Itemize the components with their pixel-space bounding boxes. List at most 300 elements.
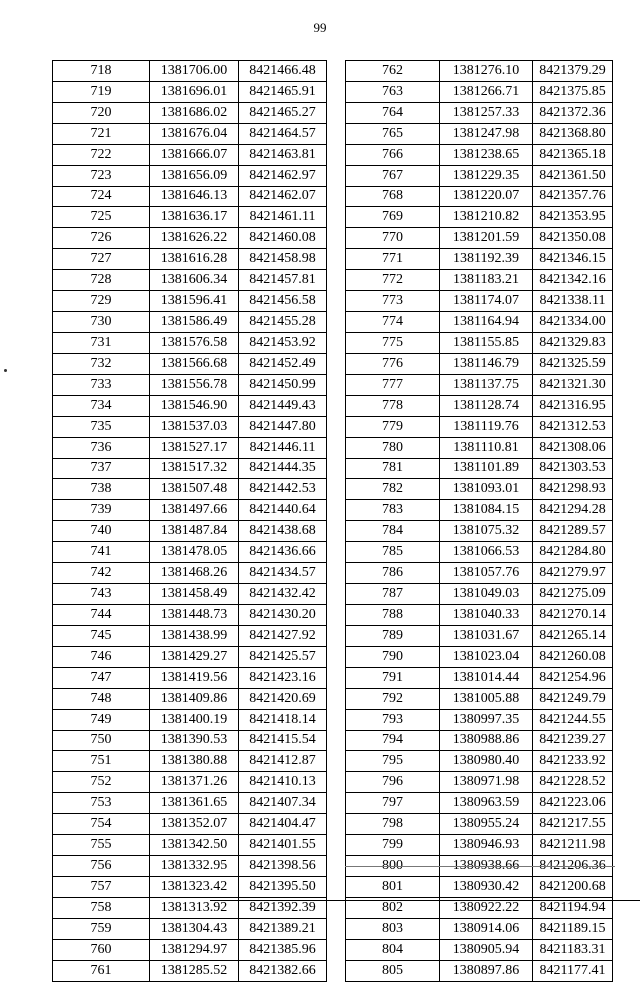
point-number-cell: 748 bbox=[53, 688, 150, 709]
y-coordinate-cell: 8421375.85 bbox=[533, 81, 613, 102]
y-coordinate-cell: 8421425.57 bbox=[239, 646, 327, 667]
table-row bbox=[346, 374, 613, 395]
x-coordinate-cell: 1381507.48 bbox=[150, 479, 239, 500]
y-coordinate-cell: 8421465.27 bbox=[239, 102, 327, 123]
point-number-cell: 772 bbox=[346, 270, 440, 291]
y-coordinate-cell: 8421249.79 bbox=[533, 688, 613, 709]
y-coordinate-cell: 8421298.93 bbox=[533, 479, 613, 500]
table-row bbox=[346, 751, 613, 772]
y-coordinate-cell: 8421395.50 bbox=[239, 876, 327, 897]
y-coordinate-cell: 8421368.80 bbox=[533, 123, 613, 144]
x-coordinate-cell: 1380905.94 bbox=[440, 939, 533, 960]
point-number-cell: 773 bbox=[346, 291, 440, 312]
point-number-cell: 767 bbox=[346, 165, 440, 186]
table-row bbox=[346, 584, 613, 605]
y-coordinate-cell: 8421194.94 bbox=[533, 897, 613, 918]
y-coordinate-cell: 8421404.47 bbox=[239, 814, 327, 835]
table-row bbox=[346, 772, 613, 793]
table-row bbox=[346, 542, 613, 563]
table-row bbox=[53, 102, 327, 123]
x-coordinate-cell: 1381210.82 bbox=[440, 207, 533, 228]
x-coordinate-cell: 1381371.26 bbox=[150, 772, 239, 793]
y-coordinate-cell: 8421434.57 bbox=[239, 563, 327, 584]
y-coordinate-cell: 8421228.52 bbox=[533, 772, 613, 793]
table-row bbox=[53, 353, 327, 374]
x-coordinate-cell: 1381400.19 bbox=[150, 709, 239, 730]
y-coordinate-cell: 8421353.95 bbox=[533, 207, 613, 228]
point-number-cell: 721 bbox=[53, 123, 150, 144]
point-number-cell: 731 bbox=[53, 332, 150, 353]
point-number-cell: 734 bbox=[53, 395, 150, 416]
table-row bbox=[346, 688, 613, 709]
y-coordinate-cell: 8421444.35 bbox=[239, 458, 327, 479]
x-coordinate-cell: 1381409.86 bbox=[150, 688, 239, 709]
table-row bbox=[53, 772, 327, 793]
table-row bbox=[53, 458, 327, 479]
point-number-cell: 752 bbox=[53, 772, 150, 793]
table-row bbox=[346, 312, 613, 333]
x-coordinate-cell: 1381257.33 bbox=[440, 102, 533, 123]
table-row bbox=[346, 416, 613, 437]
x-coordinate-cell: 1381031.67 bbox=[440, 625, 533, 646]
table-row bbox=[346, 270, 613, 291]
point-number-cell: 769 bbox=[346, 207, 440, 228]
x-coordinate-cell: 1381093.01 bbox=[440, 479, 533, 500]
point-number-cell: 763 bbox=[346, 81, 440, 102]
x-coordinate-cell: 1381183.21 bbox=[440, 270, 533, 291]
point-number-cell: 733 bbox=[53, 374, 150, 395]
table-row bbox=[346, 228, 613, 249]
x-coordinate-cell: 1381304.43 bbox=[150, 918, 239, 939]
page-rule-lower bbox=[345, 866, 615, 867]
table-row bbox=[53, 521, 327, 542]
y-coordinate-cell: 8421372.36 bbox=[533, 102, 613, 123]
y-coordinate-cell: 8421325.59 bbox=[533, 353, 613, 374]
point-number-cell: 786 bbox=[346, 563, 440, 584]
x-coordinate-cell: 1381201.59 bbox=[440, 228, 533, 249]
page-rule-bottom bbox=[210, 900, 640, 901]
point-number-cell: 741 bbox=[53, 542, 150, 563]
point-number-cell: 755 bbox=[53, 835, 150, 856]
point-number-cell: 742 bbox=[53, 563, 150, 584]
y-coordinate-cell: 8421415.54 bbox=[239, 730, 327, 751]
y-coordinate-cell: 8421446.11 bbox=[239, 437, 327, 458]
x-coordinate-cell: 1381247.98 bbox=[440, 123, 533, 144]
point-number-cell: 758 bbox=[53, 897, 150, 918]
x-coordinate-cell: 1381146.79 bbox=[440, 353, 533, 374]
y-coordinate-cell: 8421410.13 bbox=[239, 772, 327, 793]
point-number-cell: 799 bbox=[346, 835, 440, 856]
y-coordinate-cell: 8421457.81 bbox=[239, 270, 327, 291]
point-number-cell: 794 bbox=[346, 730, 440, 751]
x-coordinate-cell: 1381696.01 bbox=[150, 81, 239, 102]
table-row bbox=[346, 793, 613, 814]
point-number-cell: 726 bbox=[53, 228, 150, 249]
point-number-cell: 804 bbox=[346, 939, 440, 960]
table-row bbox=[346, 876, 613, 897]
point-number-cell: 765 bbox=[346, 123, 440, 144]
table-row bbox=[346, 186, 613, 207]
table-row bbox=[346, 123, 613, 144]
coordinates-table-right bbox=[345, 60, 613, 982]
point-number-cell: 740 bbox=[53, 521, 150, 542]
table-row bbox=[53, 500, 327, 521]
table-row bbox=[53, 228, 327, 249]
table-row bbox=[53, 667, 327, 688]
point-number-cell: 746 bbox=[53, 646, 150, 667]
x-coordinate-cell: 1380914.06 bbox=[440, 918, 533, 939]
x-coordinate-cell: 1381527.17 bbox=[150, 437, 239, 458]
margin-mark bbox=[4, 369, 7, 372]
y-coordinate-cell: 8421303.53 bbox=[533, 458, 613, 479]
table-row bbox=[346, 479, 613, 500]
table-row bbox=[346, 353, 613, 374]
point-number-cell: 753 bbox=[53, 793, 150, 814]
point-number-cell: 743 bbox=[53, 584, 150, 605]
x-coordinate-cell: 1381174.07 bbox=[440, 291, 533, 312]
table-row bbox=[346, 291, 613, 312]
x-coordinate-cell: 1381616.28 bbox=[150, 249, 239, 270]
y-coordinate-cell: 8421289.57 bbox=[533, 521, 613, 542]
x-coordinate-cell: 1381458.49 bbox=[150, 584, 239, 605]
point-number-cell: 796 bbox=[346, 772, 440, 793]
table-row bbox=[53, 646, 327, 667]
table-row bbox=[53, 835, 327, 856]
point-number-cell: 779 bbox=[346, 416, 440, 437]
x-coordinate-cell: 1381361.65 bbox=[150, 793, 239, 814]
table-row bbox=[53, 751, 327, 772]
y-coordinate-cell: 8421260.08 bbox=[533, 646, 613, 667]
y-coordinate-cell: 8421177.41 bbox=[533, 960, 613, 981]
y-coordinate-cell: 8421217.55 bbox=[533, 814, 613, 835]
x-coordinate-cell: 1381537.03 bbox=[150, 416, 239, 437]
table-row bbox=[53, 709, 327, 730]
y-coordinate-cell: 8421382.66 bbox=[239, 960, 327, 981]
table-row bbox=[346, 249, 613, 270]
table-row bbox=[53, 395, 327, 416]
point-number-cell: 768 bbox=[346, 186, 440, 207]
y-coordinate-cell: 8421412.87 bbox=[239, 751, 327, 772]
table-row bbox=[346, 814, 613, 835]
table-row bbox=[53, 479, 327, 500]
x-coordinate-cell: 1381084.15 bbox=[440, 500, 533, 521]
y-coordinate-cell: 8421392.39 bbox=[239, 897, 327, 918]
y-coordinate-cell: 8421463.81 bbox=[239, 144, 327, 165]
table-row bbox=[53, 332, 327, 353]
y-coordinate-cell: 8421211.98 bbox=[533, 835, 613, 856]
x-coordinate-cell: 1381586.49 bbox=[150, 312, 239, 333]
y-coordinate-cell: 8421321.30 bbox=[533, 374, 613, 395]
table-row bbox=[53, 249, 327, 270]
table-row bbox=[53, 291, 327, 312]
x-coordinate-cell: 1381636.17 bbox=[150, 207, 239, 228]
x-coordinate-cell: 1381238.65 bbox=[440, 144, 533, 165]
table-row bbox=[346, 500, 613, 521]
table-row bbox=[53, 144, 327, 165]
x-coordinate-cell: 1380938.66 bbox=[440, 856, 533, 877]
table-row bbox=[53, 856, 327, 877]
y-coordinate-cell: 8421338.11 bbox=[533, 291, 613, 312]
y-coordinate-cell: 8421442.53 bbox=[239, 479, 327, 500]
y-coordinate-cell: 8421418.14 bbox=[239, 709, 327, 730]
table-row bbox=[53, 814, 327, 835]
point-number-cell: 732 bbox=[53, 353, 150, 374]
point-number-cell: 777 bbox=[346, 374, 440, 395]
x-coordinate-cell: 1381438.99 bbox=[150, 625, 239, 646]
table-row bbox=[346, 960, 613, 981]
table-row bbox=[53, 563, 327, 584]
x-coordinate-cell: 1381380.88 bbox=[150, 751, 239, 772]
y-coordinate-cell: 8421462.97 bbox=[239, 165, 327, 186]
point-number-cell: 771 bbox=[346, 249, 440, 270]
point-number-cell: 736 bbox=[53, 437, 150, 458]
point-number-cell: 781 bbox=[346, 458, 440, 479]
y-coordinate-cell: 8421244.55 bbox=[533, 709, 613, 730]
point-number-cell: 727 bbox=[53, 249, 150, 270]
point-number-cell: 750 bbox=[53, 730, 150, 751]
table-row bbox=[346, 437, 613, 458]
point-number-cell: 739 bbox=[53, 500, 150, 521]
y-coordinate-cell: 8421460.08 bbox=[239, 228, 327, 249]
table-row bbox=[346, 709, 613, 730]
point-number-cell: 783 bbox=[346, 500, 440, 521]
x-coordinate-cell: 1381448.73 bbox=[150, 604, 239, 625]
x-coordinate-cell: 1381023.04 bbox=[440, 646, 533, 667]
table-row bbox=[53, 312, 327, 333]
point-number-cell: 723 bbox=[53, 165, 150, 186]
table-row bbox=[53, 416, 327, 437]
x-coordinate-cell: 1381229.35 bbox=[440, 165, 533, 186]
point-number-cell: 775 bbox=[346, 332, 440, 353]
point-number-cell: 760 bbox=[53, 939, 150, 960]
x-coordinate-cell: 1381656.09 bbox=[150, 165, 239, 186]
x-coordinate-cell: 1380955.24 bbox=[440, 814, 533, 835]
y-coordinate-cell: 8421346.15 bbox=[533, 249, 613, 270]
y-coordinate-cell: 8421423.16 bbox=[239, 667, 327, 688]
table-row bbox=[346, 730, 613, 751]
x-coordinate-cell: 1380946.93 bbox=[440, 835, 533, 856]
point-number-cell: 782 bbox=[346, 479, 440, 500]
x-coordinate-cell: 1380971.98 bbox=[440, 772, 533, 793]
x-coordinate-cell: 1381285.52 bbox=[150, 960, 239, 981]
point-number-cell: 762 bbox=[346, 61, 440, 82]
y-coordinate-cell: 8421450.99 bbox=[239, 374, 327, 395]
point-number-cell: 793 bbox=[346, 709, 440, 730]
point-number-cell: 759 bbox=[53, 918, 150, 939]
x-coordinate-cell: 1381596.41 bbox=[150, 291, 239, 312]
table-row bbox=[53, 374, 327, 395]
y-coordinate-cell: 8421455.28 bbox=[239, 312, 327, 333]
page-number: 99 bbox=[313, 20, 327, 35]
table-row bbox=[346, 646, 613, 667]
point-number-cell: 790 bbox=[346, 646, 440, 667]
point-number-cell: 728 bbox=[53, 270, 150, 291]
point-number-cell: 766 bbox=[346, 144, 440, 165]
x-coordinate-cell: 1381342.50 bbox=[150, 835, 239, 856]
table-row bbox=[53, 207, 327, 228]
y-coordinate-cell: 8421294.28 bbox=[533, 500, 613, 521]
x-coordinate-cell: 1381352.07 bbox=[150, 814, 239, 835]
y-coordinate-cell: 8421461.11 bbox=[239, 207, 327, 228]
y-coordinate-cell: 8421453.92 bbox=[239, 332, 327, 353]
point-number-cell: 745 bbox=[53, 625, 150, 646]
point-number-cell: 802 bbox=[346, 897, 440, 918]
x-coordinate-cell: 1381313.92 bbox=[150, 897, 239, 918]
x-coordinate-cell: 1381049.03 bbox=[440, 584, 533, 605]
point-number-cell: 770 bbox=[346, 228, 440, 249]
table-row bbox=[346, 207, 613, 228]
y-coordinate-cell: 8421189.15 bbox=[533, 918, 613, 939]
table-row bbox=[53, 960, 327, 981]
table-row bbox=[53, 165, 327, 186]
x-coordinate-cell: 1380897.86 bbox=[440, 960, 533, 981]
y-coordinate-cell: 8421254.96 bbox=[533, 667, 613, 688]
table-row bbox=[346, 667, 613, 688]
point-number-cell: 738 bbox=[53, 479, 150, 500]
table-row bbox=[53, 730, 327, 751]
y-coordinate-cell: 8421436.66 bbox=[239, 542, 327, 563]
point-number-cell: 801 bbox=[346, 876, 440, 897]
x-coordinate-cell: 1381323.42 bbox=[150, 876, 239, 897]
point-number-cell: 749 bbox=[53, 709, 150, 730]
point-number-cell: 757 bbox=[53, 876, 150, 897]
coordinates-table-left bbox=[52, 60, 327, 982]
y-coordinate-cell: 8421465.91 bbox=[239, 81, 327, 102]
x-coordinate-cell: 1381517.32 bbox=[150, 458, 239, 479]
y-coordinate-cell: 8421308.06 bbox=[533, 437, 613, 458]
x-coordinate-cell: 1381646.13 bbox=[150, 186, 239, 207]
x-coordinate-cell: 1381014.44 bbox=[440, 667, 533, 688]
y-coordinate-cell: 8421379.29 bbox=[533, 61, 613, 82]
y-coordinate-cell: 8421361.50 bbox=[533, 165, 613, 186]
table-row bbox=[346, 604, 613, 625]
point-number-cell: 792 bbox=[346, 688, 440, 709]
point-number-cell: 798 bbox=[346, 814, 440, 835]
x-coordinate-cell: 1381332.95 bbox=[150, 856, 239, 877]
point-number-cell: 751 bbox=[53, 751, 150, 772]
y-coordinate-cell: 8421420.69 bbox=[239, 688, 327, 709]
x-coordinate-cell: 1381566.68 bbox=[150, 353, 239, 374]
table-row bbox=[346, 563, 613, 584]
y-coordinate-cell: 8421447.80 bbox=[239, 416, 327, 437]
y-coordinate-cell: 8421183.31 bbox=[533, 939, 613, 960]
point-number-cell: 805 bbox=[346, 960, 440, 981]
y-coordinate-cell: 8421452.49 bbox=[239, 353, 327, 374]
x-coordinate-cell: 1381626.22 bbox=[150, 228, 239, 249]
point-number-cell: 788 bbox=[346, 604, 440, 625]
x-coordinate-cell: 1381556.78 bbox=[150, 374, 239, 395]
y-coordinate-cell: 8421385.96 bbox=[239, 939, 327, 960]
point-number-cell: 761 bbox=[53, 960, 150, 981]
x-coordinate-cell: 1381468.26 bbox=[150, 563, 239, 584]
x-coordinate-cell: 1381497.66 bbox=[150, 500, 239, 521]
table-row bbox=[53, 61, 327, 82]
y-coordinate-cell: 8421456.58 bbox=[239, 291, 327, 312]
point-number-cell: 785 bbox=[346, 542, 440, 563]
y-coordinate-cell: 8421357.76 bbox=[533, 186, 613, 207]
table-row bbox=[53, 918, 327, 939]
x-coordinate-cell: 1381686.02 bbox=[150, 102, 239, 123]
y-coordinate-cell: 8421223.06 bbox=[533, 793, 613, 814]
table-row bbox=[53, 542, 327, 563]
y-coordinate-cell: 8421206.36 bbox=[533, 856, 613, 877]
point-number-cell: 735 bbox=[53, 416, 150, 437]
table-row bbox=[346, 835, 613, 856]
table-row bbox=[346, 521, 613, 542]
y-coordinate-cell: 8421350.08 bbox=[533, 228, 613, 249]
point-number-cell: 787 bbox=[346, 584, 440, 605]
y-coordinate-cell: 8421334.00 bbox=[533, 312, 613, 333]
table-row bbox=[346, 144, 613, 165]
y-coordinate-cell: 8421275.09 bbox=[533, 584, 613, 605]
x-coordinate-cell: 1381419.56 bbox=[150, 667, 239, 688]
point-number-cell: 780 bbox=[346, 437, 440, 458]
point-number-cell: 729 bbox=[53, 291, 150, 312]
point-number-cell: 754 bbox=[53, 814, 150, 835]
point-number-cell: 791 bbox=[346, 667, 440, 688]
x-coordinate-cell: 1381005.88 bbox=[440, 688, 533, 709]
x-coordinate-cell: 1381040.33 bbox=[440, 604, 533, 625]
x-coordinate-cell: 1381155.85 bbox=[440, 332, 533, 353]
table-row bbox=[53, 81, 327, 102]
x-coordinate-cell: 1381110.81 bbox=[440, 437, 533, 458]
table-row bbox=[53, 688, 327, 709]
point-number-cell: 797 bbox=[346, 793, 440, 814]
x-coordinate-cell: 1381128.74 bbox=[440, 395, 533, 416]
table-row bbox=[346, 165, 613, 186]
point-number-cell: 747 bbox=[53, 667, 150, 688]
x-coordinate-cell: 1381294.97 bbox=[150, 939, 239, 960]
y-coordinate-cell: 8421440.64 bbox=[239, 500, 327, 521]
x-coordinate-cell: 1380922.22 bbox=[440, 897, 533, 918]
table-row bbox=[53, 437, 327, 458]
point-number-cell: 795 bbox=[346, 751, 440, 772]
table-row bbox=[53, 876, 327, 897]
point-number-cell: 719 bbox=[53, 81, 150, 102]
table-row bbox=[53, 939, 327, 960]
point-number-cell: 784 bbox=[346, 521, 440, 542]
point-number-cell: 718 bbox=[53, 61, 150, 82]
x-coordinate-cell: 1381276.10 bbox=[440, 61, 533, 82]
y-coordinate-cell: 8421462.07 bbox=[239, 186, 327, 207]
x-coordinate-cell: 1381478.05 bbox=[150, 542, 239, 563]
table-row bbox=[346, 81, 613, 102]
x-coordinate-cell: 1381101.89 bbox=[440, 458, 533, 479]
x-coordinate-cell: 1381666.07 bbox=[150, 144, 239, 165]
table-row bbox=[346, 332, 613, 353]
x-coordinate-cell: 1380997.35 bbox=[440, 709, 533, 730]
point-number-cell: 730 bbox=[53, 312, 150, 333]
point-number-cell: 720 bbox=[53, 102, 150, 123]
table-row bbox=[53, 604, 327, 625]
table-row bbox=[53, 270, 327, 291]
table-row bbox=[346, 61, 613, 82]
x-coordinate-cell: 1380980.40 bbox=[440, 751, 533, 772]
table-row bbox=[53, 123, 327, 144]
y-coordinate-cell: 8421365.18 bbox=[533, 144, 613, 165]
x-coordinate-cell: 1381266.71 bbox=[440, 81, 533, 102]
point-number-cell: 737 bbox=[53, 458, 150, 479]
y-coordinate-cell: 8421407.34 bbox=[239, 793, 327, 814]
y-coordinate-cell: 8421432.42 bbox=[239, 584, 327, 605]
point-number-cell: 756 bbox=[53, 856, 150, 877]
y-coordinate-cell: 8421430.20 bbox=[239, 604, 327, 625]
y-coordinate-cell: 8421458.98 bbox=[239, 249, 327, 270]
y-coordinate-cell: 8421449.43 bbox=[239, 395, 327, 416]
point-number-cell: 776 bbox=[346, 353, 440, 374]
point-number-cell: 764 bbox=[346, 102, 440, 123]
y-coordinate-cell: 8421438.68 bbox=[239, 521, 327, 542]
